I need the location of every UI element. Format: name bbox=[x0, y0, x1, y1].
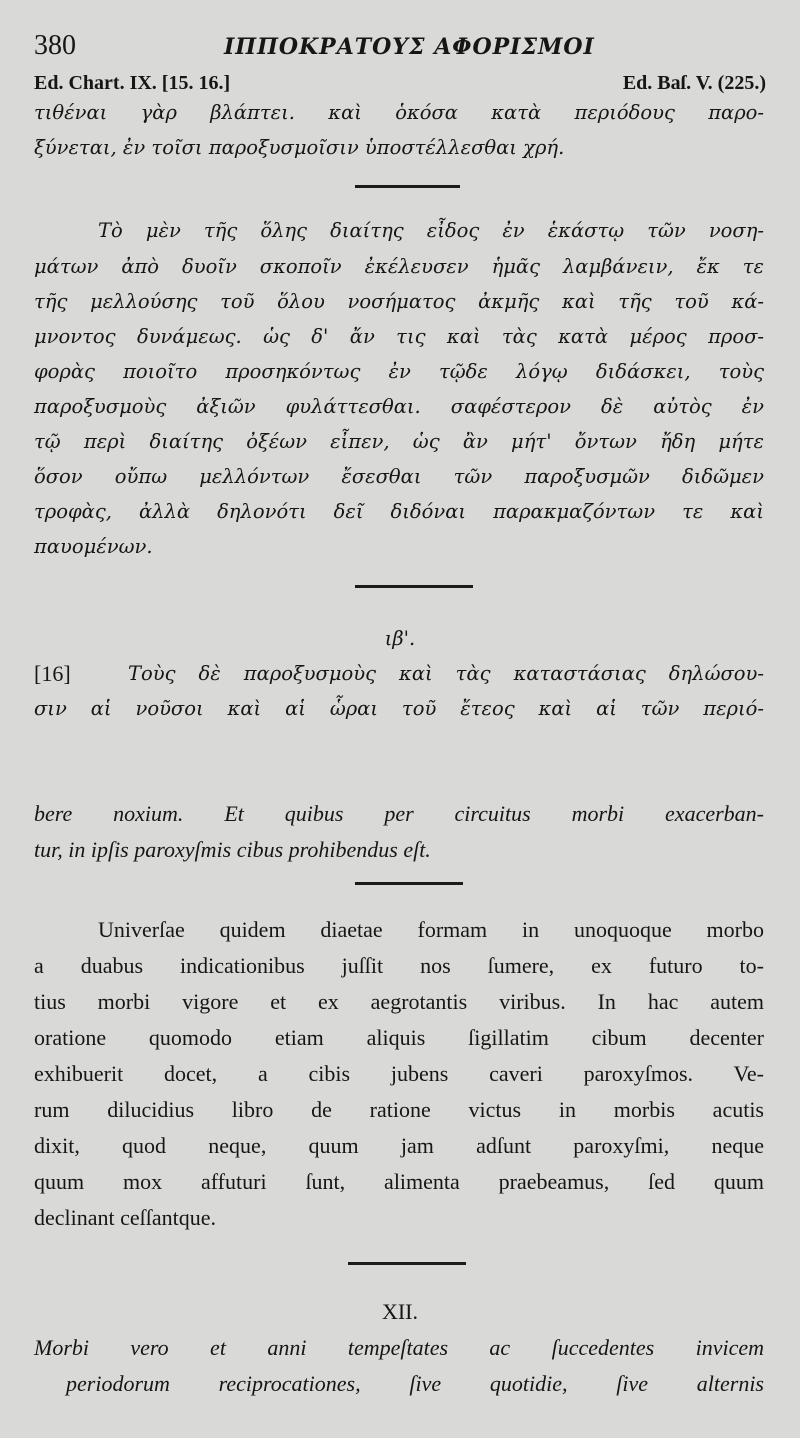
latin-commentary-line: oratione quomodo etiam aliquis ſigillatim cibum decenter bbox=[34, 1025, 764, 1050]
greek-commentary-line: τῷ περὶ διαίτης ὀξέων εἶπεν, ὡς ἂν μήτ' ὄντων ἤδη μήτε bbox=[34, 430, 764, 453]
aphorism-greek-line: Τοὺς δὲ παροξυσμοὺς καὶ τὰς καταστάσιας δηλώσου- bbox=[128, 662, 764, 685]
greek-commentary-line: Τὸ μὲν τῆς ὅλης διαίτης εἶδος ἐν ἑκάστῳ τῶν νοση- bbox=[98, 219, 764, 242]
latin-commentary-line: exhibuerit docet, a cibis jubens caveri paroxyſmos. Ve- bbox=[34, 1061, 764, 1086]
latin-commentary-line: tius morbi vigore et ex aegrotantis viribus. In hac autem bbox=[34, 989, 764, 1014]
latin-commentary-line: declinant ceſſantque. bbox=[34, 1205, 217, 1230]
edition-left: Ed. Chart. IX. [15. 16.] bbox=[34, 72, 231, 94]
divider-rule bbox=[355, 882, 463, 885]
greek-text-line: ξύνεται, ἐν τοῖσι παροξυσμοῖσιν ὑποστέλλεσθαι χρή. bbox=[34, 136, 565, 159]
aphorism-greek-line: σιν αἱ νοῦσοι καὶ αἱ ὧραι τοῦ ἔτεος καὶ αἱ τῶν περιό- bbox=[34, 697, 764, 720]
page-number: 380 bbox=[34, 30, 76, 61]
latin-commentary-line: quum mox affuturi ſunt, alimenta praebeamus, ſed quum bbox=[34, 1169, 764, 1194]
latin-commentary-line: a duabus indicationibus juſſit nos ſumere, ex futuro to- bbox=[34, 953, 764, 978]
running-title: ΙΠΠΟΚΡΑΤΟΥΣ ΑΦΟΡΙΣΜΟΙ bbox=[224, 34, 595, 60]
edition-right: Ed. Baſ. V. (225.) bbox=[622, 72, 766, 94]
greek-text-line: τιθέναι γὰρ βλάπτει. καὶ ὁκόσα κατὰ περιόδους παρο- bbox=[34, 101, 764, 124]
divider-rule bbox=[348, 1262, 466, 1265]
greek-commentary-line: μάτων ἀπὸ δυοῖν σκοποῖν ἐκέλευσεν ἡμᾶς λαμβάνειν, ἔκ τε bbox=[34, 255, 764, 278]
aphorism-latin-line: periodorum reciprocationes, ſive quotidie, ſive alternis bbox=[66, 1371, 764, 1396]
latin-text-line: tur, in ipſis paroxyſmis cibus prohibendus eſt. bbox=[34, 837, 431, 862]
aphorism-latin-line: Morbi vero et anni tempeſtates ac ſuccedentes invicem bbox=[34, 1335, 764, 1360]
divider-rule bbox=[355, 185, 460, 188]
divider-rule bbox=[355, 585, 473, 588]
greek-commentary-line: μνοντος δυνάμεως. ὡς δ' ἄν τις καὶ τὰς κατὰ μέρος προσ- bbox=[34, 325, 764, 348]
aphorism-marker: [16] bbox=[34, 661, 71, 686]
greek-commentary-line: τῆς μελλούσης τοῦ ὅλου νοσήματος ἀκμῆς καὶ τῆς τοῦ κά- bbox=[34, 290, 764, 313]
latin-commentary-line: dixit, quod neque, quum jam adſunt paroxyſmi, neque bbox=[34, 1133, 764, 1158]
greek-commentary-line: φορὰς ποιοῖτο προσηκόντως ἐν τῷδε λόγῳ διδάσκει, τοὺς bbox=[34, 360, 764, 383]
latin-text-line: bere noxium. Et quibus per circuitus morbi exacerban- bbox=[34, 801, 764, 826]
latin-commentary-line: rum dilucidius libro de ratione victus in morbis acutis bbox=[34, 1097, 764, 1122]
greek-commentary-line: παυομένων. bbox=[34, 535, 153, 558]
page-header bbox=[34, 30, 766, 64]
greek-commentary-line: ὅσον οὔπω μελλόντων ἔσεσθαι τῶν παροξυσμῶν διδῶμεν bbox=[34, 465, 764, 488]
section-numeral-greek: ιβ'. bbox=[384, 627, 416, 650]
edition-reference-line bbox=[34, 72, 766, 98]
greek-commentary-line: παροξυσμοὺς ἀξιῶν φυλάττεσθαι. σαφέστερον δὲ αὐτὸς ἐν bbox=[34, 395, 764, 418]
latin-commentary-line: Univerſae quidem diaetae formam in unoquoque morbo bbox=[98, 917, 764, 942]
greek-commentary-line: τροφὰς, ἀλλὰ δηλονότι δεῖ διδόναι παρακμαζόντων τε καὶ bbox=[34, 500, 764, 523]
section-numeral-latin: XII. bbox=[381, 1299, 419, 1324]
